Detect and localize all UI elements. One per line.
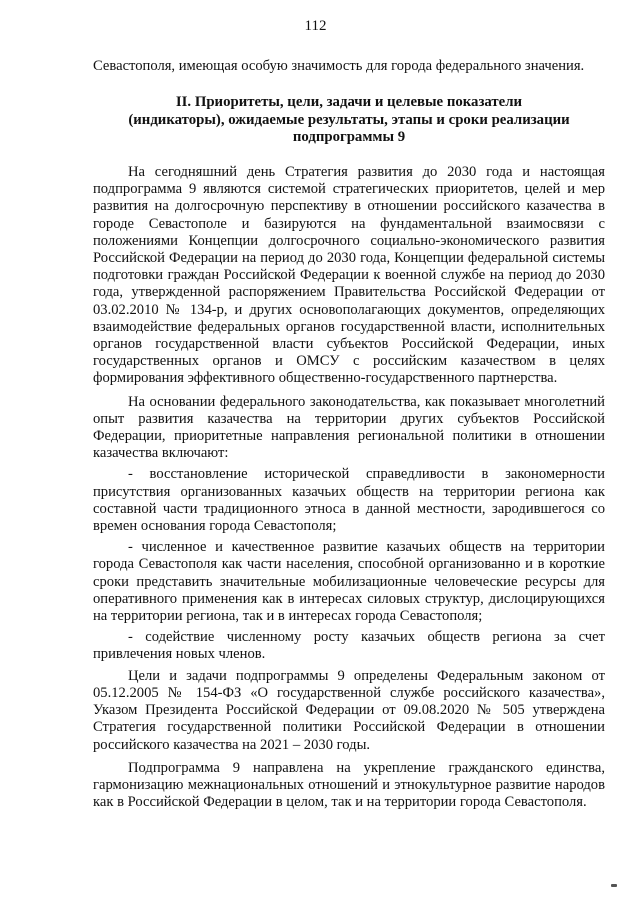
continuation-line: Севастополя, имеющая особую значимость для города федерального значения. xyxy=(93,58,585,74)
heading-line-3: подпрограммы 9 xyxy=(292,129,406,145)
heading-line-2: (индикаторы), ожидаемые результаты, этапы и сроки реализации xyxy=(128,111,570,128)
section-body xyxy=(93,164,605,817)
paragraph-direction: Подпрограмма 9 направлена на укрепление гражданского единства, гармонизацию межнациональных отношений и этнокультурное развитие народов как в Российской Федерации в целом, так и на территории города Севастополя. xyxy=(93,759,605,811)
paragraph-goals: Цели и задачи подпрограммы 9 определены Федеральным законом от 05.12.2005 № 154-ФЗ «О государственной службе российского казачества», Указом Президента Российской Федерации от 09.08.2020 № 505 утверждена Стратегия государственной политики Российской Федерации в отношении российского казачества на 2021 – 2030 годы. xyxy=(93,667,605,753)
page-number: 112 xyxy=(304,18,327,34)
list-item-growth: - содействие численному росту казачьих обществ региона за счет привлечения новых членов. xyxy=(93,629,605,663)
paragraph-strategy: На сегодняшний день Стратегия развития до 2030 года и настоящая подпрограмма 9 являются системой стратегических приоритетов, целей и мер развития на долгосрочную перспективу в отношении российского казачества в городе Севастополе и базируются на фундаментальной взаимосвязи с положениями Концепции долгосрочного социально-экономического развития Российской Федерации на период до 2030 года, Концепции федеральной системы подготовки граждан Российской Федерации к военной службе на период до 2030 года, утвержденной распоряжением Правительства Российской Федерации от 03.02.2010 № 134-р, и других основополагающих документов, определяющих взаимодействие федеральных органов государственной власти, исполнительных органов государственной власти субъектов Российской Федерации, иных государственных органов и ОМСУ с российским казачеством в целях формирования эффективного общественно-государственного партнерства. xyxy=(93,164,605,387)
scan-mark xyxy=(611,884,617,887)
section-heading xyxy=(93,94,605,147)
list-item-restoration: - восстановление исторической справедливости в закономерности присутствия организованных казачьих обществ на территории региона как составной части традиционного этноса в данной местности, зародившегося со времен основания города Севастополя; xyxy=(93,466,605,535)
list-item-development: - численное и качественное развитие казачьих обществ на территории города Севастополя как части населения, способной организованно и в короткие сроки представить значительные мобилизационные человеческие ресурсы для оперативного применения как в интересах силовых структур, дислоцирующихся на территории региона, так и в интересах города Севастополя; xyxy=(93,539,605,625)
paragraph-priorities-intro: На основании федерального законодательства, как показывает многолетний опыт развития казачества на территории других субъектов Российской Федерации, приоритетные направления региональной политики в отношении казачества включают: xyxy=(93,393,605,462)
heading-line-1: II. Приоритеты, цели, задачи и целевые показатели xyxy=(175,94,523,110)
